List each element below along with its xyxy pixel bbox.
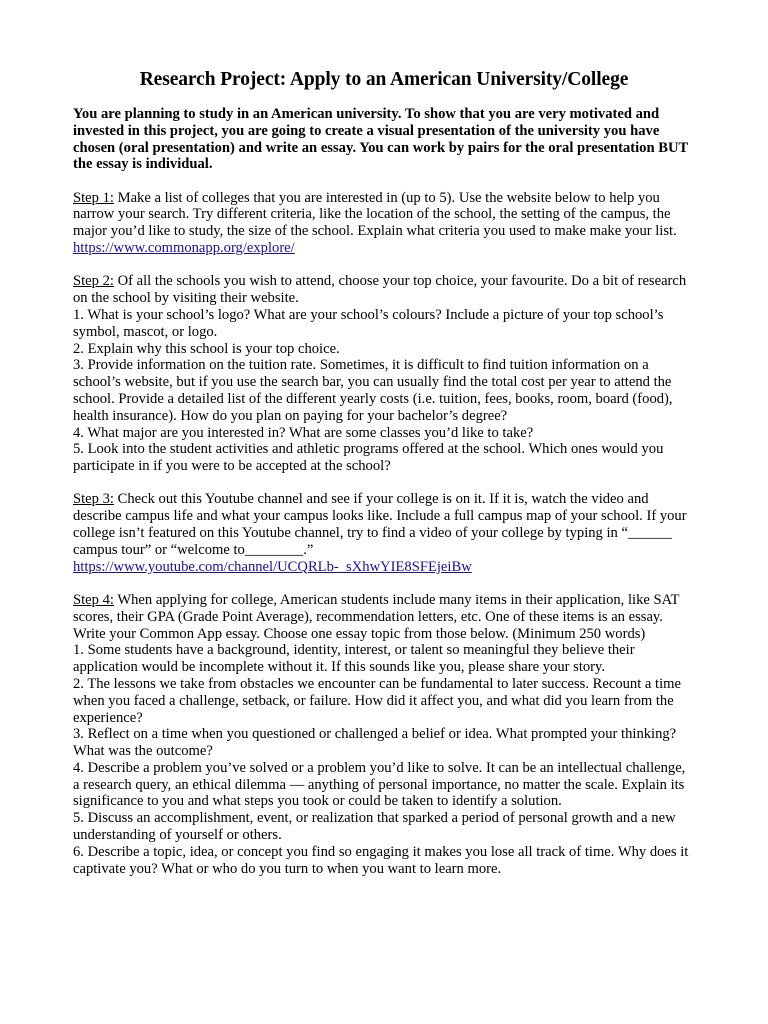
step-2-paragraph	[73, 273, 695, 307]
step-4-section	[73, 592, 695, 878]
step-3-label: Step 3:	[73, 491, 114, 508]
step-4-text: When applying for college, American students include many items in their application, like SAT scores, their GPA (Grade Point Average), recommendation letters, etc. One of these items is an essay. Write your Common App essay. Choose one essay topic from those below. (Minimum 250 words)	[73, 591, 680, 642]
step-3-section	[73, 491, 695, 575]
document-title: Research Project: Apply to an American University/College	[139, 69, 629, 90]
step-2-item: 5. Look into the student activities and athletic programs offered at the school. Which ones would you participate in if you were to be accepted at the school?	[73, 441, 664, 475]
essay-topic-item: 6. Describe a topic, idea, or concept you find so engaging it makes you lose all track of time. Why does it captivate you? What or who do you turn to when you want to learn more.	[73, 843, 689, 877]
step-2-text: Of all the schools you wish to attend, choose your top choice, your favourite. Do a bit of research on the school by visiting their website.	[73, 273, 687, 307]
step-2-label: Step 2:	[73, 273, 114, 290]
essay-topic-item: 1. Some students have a background, identity, interest, or talent so meaningful they believe their application would be incomplete without it. If this sounds like you, please share your story.	[73, 642, 635, 676]
intro-paragraph: You are planning to study in an American university. To show that you are very motivated and invested in this project, you are going to create a visual presentation of the university you have chosen (oral presentation) and write an essay. You can work by pairs for the oral presentation BUT the essay is individual.	[73, 106, 688, 173]
youtube-channel-link[interactable]: https://www.youtube.com/channel/UCQRLb-_sXhwYIE8SFEjeiBw	[73, 558, 472, 575]
step-2-item: 2. Explain why this school is your top choice.	[73, 340, 340, 357]
essay-topic-item: 5. Discuss an accomplishment, event, or realization that sparked a period of personal growth and a new understanding of yourself or others.	[73, 810, 676, 844]
step-2-section	[73, 273, 695, 475]
essay-topic-item: 4. Describe a problem you’ve solved or a problem you’d like to solve. It can be an intellectual challenge, a research query, an ethical dilemma — anything of personal importance, no matter the scale. Explain its significance to you and what steps you took or could be taken to identify a solution.	[73, 759, 686, 810]
step-4-label: Step 4:	[73, 591, 114, 608]
step-2-item: 4. What major are you interested in? What are some classes you’d like to take?	[73, 424, 534, 441]
step-1-text: Make a list of colleges that you are interested in (up to 5). Use the website below to help you narrow your search. Try different criteria, like the location of the school, the setting of the campus, the major you’d like to study, the size of the school. Explain what criteria you used to make make your list.	[73, 189, 677, 240]
step-3-paragraph	[73, 491, 695, 558]
step-1-section	[73, 190, 695, 257]
essay-topic-item: 2. The lessons we take from obstacles we encounter can be fundamental to later success. Recount a time when you faced a challenge, setback, or failure. How did it affect you, and what did you learn from the experience?	[73, 675, 681, 726]
document-page	[73, 68, 695, 877]
step-2-item: 1. What is your school’s logo? What are your school’s colours? Include a picture of your top school’s symbol, mascot, or logo.	[73, 306, 664, 340]
step-4-paragraph	[73, 592, 695, 642]
step-3-text: Check out this Youtube channel and see if your college is on it. If it is, watch the video and describe campus life and what your campus looks like. Include a full campus map of your school. If your college isn’t featured on this Youtube channel, try to find a video of your college by typing in “______ campus tour” or “welcome to________.”	[73, 491, 687, 558]
step-1-paragraph	[73, 190, 695, 240]
step-1-label: Step 1:	[73, 189, 114, 206]
essay-topic-item: 3. Reflect on a time when you questioned or challenged a belief or idea. What prompted your thinking? What was the outcome?	[73, 726, 677, 760]
step-2-item: 3. Provide information on the tuition rate. Sometimes, it is difficult to find tuition information on a school’s website, but if you use the search bar, you can usually find the total cost per year to attend the school. Provide a detailed list of the different yearly costs (i.e. tuition, fees, books, room, board (food), health insurance). How do you plan on paying for your bachelor’s degree?	[73, 357, 673, 424]
commonapp-link[interactable]: https://www.commonapp.org/explore/	[73, 240, 295, 257]
